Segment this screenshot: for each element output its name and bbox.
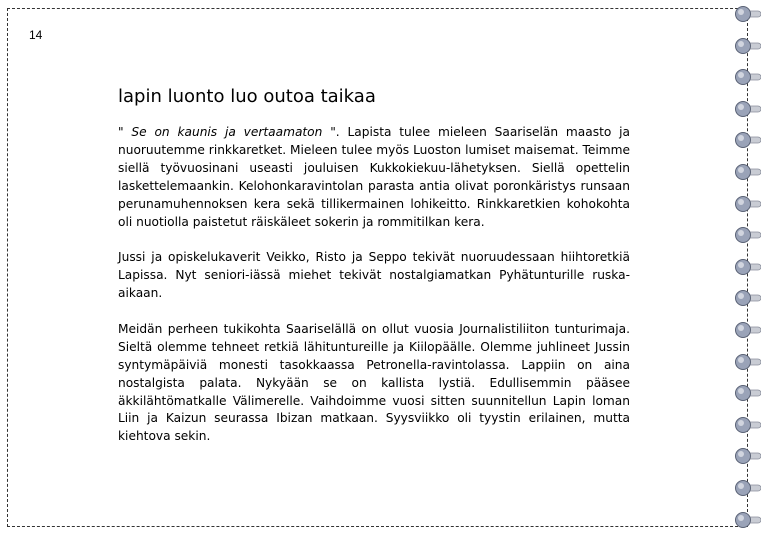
binding-ring-icon (733, 36, 761, 56)
paragraph-1-text: ". Lapista tulee mieleen Saariselän maasto ja nuoruutemme rinkkaretket. Mieleen tulee myös Luoston lumiset maisemat. Teimme siellä työvuosinani useasti jouluisen Kukkokiekuu-lähetyksen. Siellä opettelin laskettelemaankin. Kelohonkaravintolan parasta antia olivat poronkäristys runsaan perunamuhennoksen kera sekä tillikermainen lohikeitto. Rinkkaretkien kohokohta oli nuotiolla paistetut räiskäleet sokerin ja rommitilkan kera. (118, 125, 630, 229)
binding-ring-icon (733, 415, 761, 435)
spiral-binding (733, 4, 761, 534)
page-title: lapin luonto luo outoa taikaa (118, 86, 376, 107)
binding-ring-icon (733, 99, 761, 119)
binding-ring-icon (733, 162, 761, 182)
paragraph-1 (118, 124, 630, 231)
binding-ring-icon (733, 257, 761, 277)
binding-ring-icon (733, 383, 761, 403)
binding-ring-icon (733, 225, 761, 245)
binding-ring-icon (733, 67, 761, 87)
paragraph-3: Meidän perheen tukikohta Saariselällä on ollut vuosia Journalistiliiton tunturimaja. Sieltä olemme tehneet retkiä lähituntureille ja Kiilopäälle. Olemme juhlineet Jussin syntymäpäiviä monesti tasokkaassa Petronella-ravintolassa. Lappiin on aina nostalgista palata. Nykyään se on kallista lystiä. Edullisemmin pääsee äkkilähtömatkalle Välimerelle. Vaihdoimme vuosi sitten suunnitellun Lapin loman Liin ja Kaizun seurassa Ibizan matkaan. Syysviikko oli tyystin erilainen, mutta kiehtova sekin. (118, 321, 630, 444)
quote-text: " Se on kaunis ja vertaamaton (118, 125, 331, 139)
paragraph-2: Jussi ja opiskelukaverit Veikko, Risto ja Seppo tekivät nuoruudessaan hiihtoretkiä Lapissa. Nyt seniori-iässä miehet tekivät nostalgiamatkan Pyhätunturille ruska-aikaan. (118, 250, 630, 301)
binding-ring-icon (733, 510, 761, 530)
binding-ring-icon (733, 288, 761, 308)
article-body (118, 124, 630, 446)
notebook-page (7, 8, 748, 527)
binding-ring-icon (733, 4, 761, 24)
binding-ring-icon (733, 130, 761, 150)
page-number: 14 (29, 28, 43, 42)
binding-ring-icon (733, 194, 761, 214)
binding-ring-icon (733, 352, 761, 372)
binding-ring-icon (733, 320, 761, 340)
binding-ring-icon (733, 478, 761, 498)
binding-ring-icon (733, 446, 761, 466)
